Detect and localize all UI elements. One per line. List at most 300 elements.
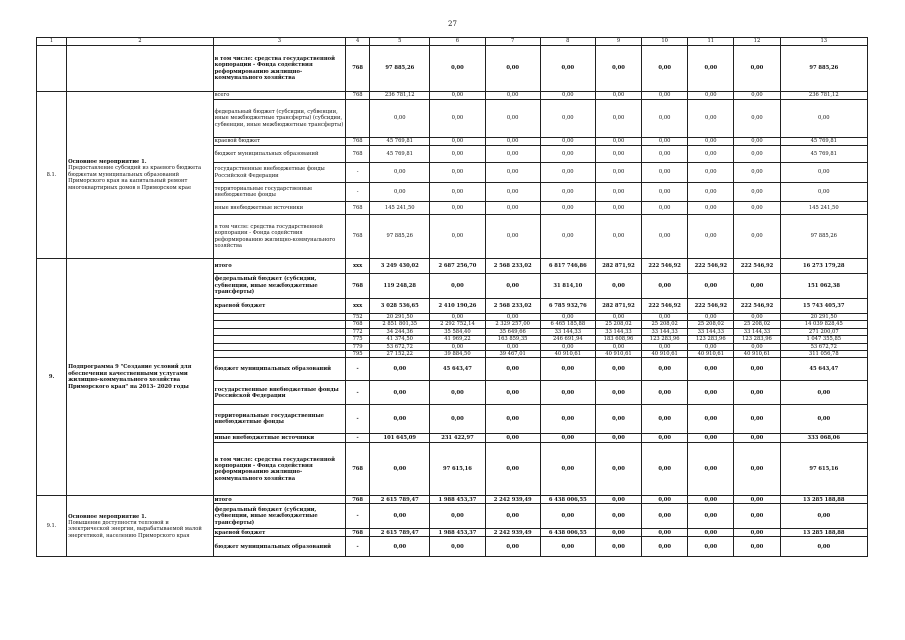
total-value: 0,00 <box>780 100 867 138</box>
year-value: 0,00 <box>642 202 688 215</box>
funding-source: государственные внебюджетные фонды Российской Федерации <box>213 163 345 183</box>
year-value: 33 144,33 <box>734 328 780 335</box>
year-value: 0,00 <box>370 381 430 405</box>
year-value: 0,00 <box>734 537 780 557</box>
year-value: 236 781,12 <box>370 92 430 100</box>
year-value: 0,00 <box>595 443 641 496</box>
budget-code: - <box>346 504 370 529</box>
year-value: 33 144,33 <box>595 328 641 335</box>
budget-code: 795 <box>346 351 370 358</box>
year-value: 39 884,50 <box>430 351 485 358</box>
year-value: 0,00 <box>688 215 734 259</box>
funding-source: федеральный бюджет (субсидии, субвенции, иные межбюджетные трансферты) <box>213 504 345 529</box>
year-value: 0,00 <box>540 537 595 557</box>
year-value: 0,00 <box>370 405 430 434</box>
column-number-13: 13 <box>780 38 867 46</box>
year-value: 2 687 256,70 <box>430 259 485 274</box>
year-value: 0,00 <box>485 443 540 496</box>
year-value: 231 422,97 <box>430 434 485 443</box>
funding-source: краевой бюджет <box>213 299 345 314</box>
year-value: 0,00 <box>642 138 688 146</box>
year-value: 222 546,92 <box>642 299 688 314</box>
column-number-5: 5 <box>370 38 430 46</box>
year-value: 25 208,02 <box>642 321 688 328</box>
year-value: 0,00 <box>540 46 595 92</box>
year-value: 0,00 <box>595 183 641 202</box>
year-value: 0,00 <box>485 358 540 381</box>
year-value: 0,00 <box>734 358 780 381</box>
year-value: 0,00 <box>430 163 485 183</box>
year-value: 0,00 <box>430 138 485 146</box>
year-value: 0,00 <box>595 529 641 537</box>
year-value: 0,00 <box>595 434 641 443</box>
year-value: 33 144,33 <box>688 328 734 335</box>
year-value: 0,00 <box>642 343 688 350</box>
table-row <box>37 46 868 92</box>
total-value: 97 615,16 <box>780 443 867 496</box>
program-name <box>67 496 214 557</box>
year-value: 0,00 <box>688 202 734 215</box>
year-value: 0,00 <box>540 343 595 350</box>
year-value: 0,00 <box>370 100 430 138</box>
year-value: 222 546,92 <box>688 259 734 274</box>
year-value: 0,00 <box>370 358 430 381</box>
year-value: 0,00 <box>430 100 485 138</box>
column-number-row <box>37 38 868 46</box>
total-value: 0,00 <box>780 381 867 405</box>
year-value: 0,00 <box>595 215 641 259</box>
budget-code <box>346 100 370 138</box>
year-value: 0,00 <box>688 92 734 100</box>
year-value: 0,00 <box>688 381 734 405</box>
year-value: 0,00 <box>430 314 485 321</box>
item-index: 9.1. <box>37 496 67 557</box>
year-value: 0,00 <box>430 215 485 259</box>
column-number-11: 11 <box>688 38 734 46</box>
budget-code: 768 <box>346 321 370 328</box>
year-value: 0,00 <box>688 46 734 92</box>
year-value: 6 785 932,76 <box>540 299 595 314</box>
year-value: 40 910,61 <box>642 351 688 358</box>
funding-source <box>213 343 345 350</box>
budget-code: - <box>346 381 370 405</box>
total-value: 333 068,06 <box>780 434 867 443</box>
year-value: 0,00 <box>595 163 641 183</box>
year-value: 0,00 <box>595 405 641 434</box>
funding-source: в том числе: средства государственной корпорации - Фонда содействия реформированию жилищно-коммунального хозяйства <box>213 46 345 92</box>
budget-table <box>36 37 868 557</box>
total-value: 97 885,26 <box>780 215 867 259</box>
year-value: 0,00 <box>595 537 641 557</box>
year-value: 0,00 <box>642 496 688 504</box>
year-value: 282 871,92 <box>595 259 641 274</box>
year-value: 0,00 <box>688 100 734 138</box>
year-value: 0,00 <box>595 100 641 138</box>
total-value: 20 291,50 <box>780 314 867 321</box>
year-value: 0,00 <box>540 146 595 163</box>
year-value: 0,00 <box>540 163 595 183</box>
year-value: 0,00 <box>734 100 780 138</box>
year-value: 123 283,96 <box>734 336 780 343</box>
funding-source: иные внебюджетные источники <box>213 202 345 215</box>
year-value: 40 910,61 <box>540 351 595 358</box>
table-row <box>37 259 868 274</box>
year-value: 0,00 <box>688 496 734 504</box>
year-value: 0,00 <box>430 343 485 350</box>
year-value: 222 546,92 <box>642 259 688 274</box>
year-value: 0,00 <box>370 183 430 202</box>
total-value: 0,00 <box>780 537 867 557</box>
year-value: 222 546,92 <box>734 259 780 274</box>
funding-source: итого <box>213 496 345 504</box>
year-value: 0,00 <box>642 215 688 259</box>
year-value: 101 645,09 <box>370 434 430 443</box>
year-value: 0,00 <box>540 358 595 381</box>
year-value: 35 584,40 <box>430 328 485 335</box>
funding-source <box>213 351 345 358</box>
column-number-10: 10 <box>642 38 688 46</box>
budget-code: 768 <box>346 46 370 92</box>
year-value: 2 242 939,49 <box>485 529 540 537</box>
year-value: 0,00 <box>595 274 641 299</box>
year-value: 6 465 185,88 <box>540 321 595 328</box>
total-value: 151 062,38 <box>780 274 867 299</box>
total-value: 311 056,78 <box>780 351 867 358</box>
item-index: 9. <box>37 259 67 496</box>
budget-code: ххх <box>346 299 370 314</box>
year-value: 0,00 <box>688 343 734 350</box>
year-value: 0,00 <box>485 274 540 299</box>
year-value: 0,00 <box>642 314 688 321</box>
year-value: 0,00 <box>595 381 641 405</box>
year-value: 0,00 <box>485 138 540 146</box>
year-value: 2 292 752,14 <box>430 321 485 328</box>
year-value: 0,00 <box>734 314 780 321</box>
total-value: 53 672,72 <box>780 343 867 350</box>
year-value: 2 242 939,49 <box>485 496 540 504</box>
year-value: 25 208,02 <box>595 321 641 328</box>
total-value: 13 285 188,88 <box>780 496 867 504</box>
total-value: 145 241,50 <box>780 202 867 215</box>
year-value: 40 910,61 <box>595 351 641 358</box>
year-value: 0,00 <box>430 92 485 100</box>
funding-source: бюджет муниципальных образований <box>213 358 345 381</box>
year-value: 0,00 <box>734 183 780 202</box>
year-value: 0,00 <box>485 92 540 100</box>
year-value: 0,00 <box>642 529 688 537</box>
budget-code: - <box>346 358 370 381</box>
item-index <box>37 46 67 92</box>
year-value: 0,00 <box>430 183 485 202</box>
year-value: 25 208,02 <box>688 321 734 328</box>
total-value: 45 643,47 <box>780 358 867 381</box>
program-name-text: Предоставление субсидий из краевого бюджета бюджетам муниципальных образований Приморского края на капитальный ремонт многоквартирных домов в Приморском крае <box>68 165 202 191</box>
year-value: 0,00 <box>734 381 780 405</box>
year-value: 0,00 <box>485 405 540 434</box>
column-number-1: 1 <box>37 38 67 46</box>
year-value: 0,00 <box>370 443 430 496</box>
year-value: 41 374,50 <box>370 336 430 343</box>
year-value: 0,00 <box>642 92 688 100</box>
year-value: 25 208,02 <box>734 321 780 328</box>
year-value: 20 291,50 <box>370 314 430 321</box>
year-value: 0,00 <box>430 537 485 557</box>
budget-code: 779 <box>346 343 370 350</box>
year-value: 0,00 <box>734 496 780 504</box>
total-value: 45 769,81 <box>780 146 867 163</box>
year-value: 0,00 <box>642 163 688 183</box>
year-value: 0,00 <box>540 92 595 100</box>
year-value: 0,00 <box>734 443 780 496</box>
year-value: 123 283,96 <box>688 336 734 343</box>
budget-code: 775 <box>346 336 370 343</box>
year-value: 0,00 <box>430 202 485 215</box>
year-value: 0,00 <box>485 100 540 138</box>
year-value: 183 608,96 <box>595 336 641 343</box>
year-value: 0,00 <box>540 138 595 146</box>
year-value: 0,00 <box>642 381 688 405</box>
column-number-8: 8 <box>540 38 595 46</box>
year-value: 0,00 <box>540 202 595 215</box>
year-value: 53 672,72 <box>370 343 430 350</box>
year-value: 0,00 <box>540 183 595 202</box>
budget-code: - <box>346 537 370 557</box>
year-value: 0,00 <box>485 537 540 557</box>
year-value: 0,00 <box>430 274 485 299</box>
year-value: 119 248,28 <box>370 274 430 299</box>
funding-source: краевой бюджет <box>213 138 345 146</box>
year-value: 0,00 <box>734 434 780 443</box>
year-value: 0,00 <box>485 314 540 321</box>
total-value: 271 200,07 <box>780 328 867 335</box>
funding-source: бюджет муниципальных образований <box>213 537 345 557</box>
funding-source: государственные внебюджетные фонды Российской Федерации <box>213 381 345 405</box>
total-value: 15 743 405,37 <box>780 299 867 314</box>
total-value: 0,00 <box>780 405 867 434</box>
year-value: 45 643,47 <box>430 358 485 381</box>
funding-source: иные внебюджетные источники <box>213 434 345 443</box>
year-value: 0,00 <box>688 274 734 299</box>
year-value: 0,00 <box>688 163 734 183</box>
year-value: 0,00 <box>540 381 595 405</box>
year-value: 0,00 <box>642 443 688 496</box>
year-value: 40 910,61 <box>734 351 780 358</box>
budget-code: 768 <box>346 443 370 496</box>
year-value: 0,00 <box>688 138 734 146</box>
year-value: 40 910,61 <box>688 351 734 358</box>
year-value: 0,00 <box>540 405 595 434</box>
budget-code: - <box>346 183 370 202</box>
item-index: 8.1. <box>37 92 67 259</box>
year-value: 0,00 <box>540 215 595 259</box>
total-value: 0,00 <box>780 183 867 202</box>
year-value: 3 028 536,65 <box>370 299 430 314</box>
year-value: 0,00 <box>430 405 485 434</box>
budget-code: 768 <box>346 146 370 163</box>
year-value: 0,00 <box>540 434 595 443</box>
funding-source: в том числе: средства государственной корпорации - Фонда содействия реформированию жилищно-коммунального хозяйства <box>213 215 345 259</box>
year-value: 0,00 <box>370 537 430 557</box>
year-value: 2 615 789,47 <box>370 529 430 537</box>
funding-source: всего <box>213 92 345 100</box>
program-name: Подпрограмма 9 "Создание условий для обеспечения качественными услугами жилищно-коммунального хозяйства Приморского края" на 2013- 2020 годы <box>67 259 214 496</box>
year-value: 222 546,92 <box>734 299 780 314</box>
table-row <box>37 496 868 504</box>
year-value: 0,00 <box>642 100 688 138</box>
year-value: 0,00 <box>642 434 688 443</box>
year-value: 0,00 <box>595 358 641 381</box>
year-value: 0,00 <box>485 434 540 443</box>
year-value: 0,00 <box>370 163 430 183</box>
year-value: 0,00 <box>540 504 595 529</box>
total-value: 97 885,26 <box>780 46 867 92</box>
column-number-6: 6 <box>430 38 485 46</box>
budget-code: 768 <box>346 202 370 215</box>
year-value: 0,00 <box>595 496 641 504</box>
funding-source: федеральный бюджет (субсидии, субвенции, иные межбюджетные трансферты) (субсидии, субвенции, иные межбюджетные трансферты) <box>213 100 345 138</box>
program-name <box>67 92 214 259</box>
year-value: 0,00 <box>642 46 688 92</box>
year-value: 0,00 <box>688 146 734 163</box>
year-value: 0,00 <box>540 314 595 321</box>
budget-code: - <box>346 163 370 183</box>
year-value: 0,00 <box>734 138 780 146</box>
year-value: 0,00 <box>595 146 641 163</box>
budget-code: 768 <box>346 274 370 299</box>
funding-source <box>213 321 345 328</box>
budget-code: - <box>346 405 370 434</box>
year-value: 0,00 <box>595 202 641 215</box>
year-value: 33 144,33 <box>540 328 595 335</box>
year-value: 0,00 <box>734 146 780 163</box>
year-value: 0,00 <box>485 146 540 163</box>
year-value: 2 851 801,35 <box>370 321 430 328</box>
total-value: 14 039 828,45 <box>780 321 867 328</box>
year-value: 2 410 190,26 <box>430 299 485 314</box>
year-value: 0,00 <box>430 146 485 163</box>
year-value: 0,00 <box>734 343 780 350</box>
total-value: 13 285 188,88 <box>780 529 867 537</box>
year-value: 2 568 233,02 <box>485 259 540 274</box>
year-value: 45 769,81 <box>370 146 430 163</box>
budget-code: ххх <box>346 259 370 274</box>
budget-code: 772 <box>346 328 370 335</box>
total-value: 0,00 <box>780 163 867 183</box>
year-value: 0,00 <box>688 314 734 321</box>
year-value: 97 885,26 <box>370 46 430 92</box>
funding-source: в том числе: средства государственной корпорации - Фонда содействия реформированию жилищно-коммунального хозяйства <box>213 443 345 496</box>
column-number-4: 4 <box>346 38 370 46</box>
year-value: 145 241,50 <box>370 202 430 215</box>
funding-source <box>213 314 345 321</box>
program-name-heading: Основное мероприятие 1. <box>68 158 147 165</box>
year-value: 1 988 453,37 <box>430 496 485 504</box>
year-value: 0,00 <box>734 163 780 183</box>
year-value: 2 568 233,02 <box>485 299 540 314</box>
year-value: 0,00 <box>734 529 780 537</box>
year-value: 222 546,92 <box>688 299 734 314</box>
year-value: 0,00 <box>595 138 641 146</box>
year-value: 3 249 430,02 <box>370 259 430 274</box>
budget-code: - <box>346 434 370 443</box>
budget-code: 768 <box>346 529 370 537</box>
year-value: 2 615 789,47 <box>370 496 430 504</box>
year-value: 123 283,96 <box>642 336 688 343</box>
year-value: 0,00 <box>595 504 641 529</box>
year-value: 45 769,81 <box>370 138 430 146</box>
total-value: 236 781,12 <box>780 92 867 100</box>
budget-code: 768 <box>346 138 370 146</box>
budget-code: 768 <box>346 215 370 259</box>
year-value: 0,00 <box>485 46 540 92</box>
year-value: 34 244,36 <box>370 328 430 335</box>
year-value: 0,00 <box>688 504 734 529</box>
year-value: 0,00 <box>642 504 688 529</box>
year-value: 35 649,66 <box>485 328 540 335</box>
year-value: 39 467,01 <box>485 351 540 358</box>
year-value: 0,00 <box>485 343 540 350</box>
year-value: 0,00 <box>688 358 734 381</box>
year-value: 6 438 006,55 <box>540 496 595 504</box>
year-value: 0,00 <box>540 443 595 496</box>
year-value: 0,00 <box>734 274 780 299</box>
funding-source: бюджет муниципальных образований <box>213 146 345 163</box>
year-value: 0,00 <box>688 183 734 202</box>
year-value: 0,00 <box>642 405 688 434</box>
year-value: 163 859,35 <box>485 336 540 343</box>
year-value: 0,00 <box>370 504 430 529</box>
funding-source: территориальные государственные внебюджетные фонды <box>213 183 345 202</box>
year-value: 246 691,94 <box>540 336 595 343</box>
year-value: 41 969,22 <box>430 336 485 343</box>
year-value: 0,00 <box>688 529 734 537</box>
column-number-2: 2 <box>67 38 214 46</box>
funding-source: федеральный бюджет (субсидии, субвенции, иные межбюджетные трансферты) <box>213 274 345 299</box>
year-value: 0,00 <box>642 146 688 163</box>
year-value: 0,00 <box>430 381 485 405</box>
column-number-7: 7 <box>485 38 540 46</box>
year-value: 6 817 746,86 <box>540 259 595 274</box>
budget-code: 768 <box>346 496 370 504</box>
funding-source <box>213 328 345 335</box>
year-value: 0,00 <box>642 183 688 202</box>
year-value: 27 152,22 <box>370 351 430 358</box>
program-name-heading: Основное мероприятие 1. <box>68 513 147 520</box>
funding-source: итого <box>213 259 345 274</box>
year-value: 0,00 <box>734 46 780 92</box>
year-value: 0,00 <box>642 537 688 557</box>
year-value: 0,00 <box>430 46 485 92</box>
budget-code: 752 <box>346 314 370 321</box>
year-value: 0,00 <box>595 343 641 350</box>
year-value: 31 814,10 <box>540 274 595 299</box>
year-value: 0,00 <box>485 202 540 215</box>
year-value: 0,00 <box>688 405 734 434</box>
table-row <box>37 92 868 100</box>
year-value: 0,00 <box>642 358 688 381</box>
year-value: 0,00 <box>688 434 734 443</box>
year-value: 0,00 <box>540 100 595 138</box>
year-value: 2 329 257,00 <box>485 321 540 328</box>
column-number-3: 3 <box>213 38 345 46</box>
year-value: 0,00 <box>688 443 734 496</box>
year-value: 0,00 <box>734 504 780 529</box>
year-value: 0,00 <box>485 504 540 529</box>
column-number-12: 12 <box>734 38 780 46</box>
year-value: 0,00 <box>485 381 540 405</box>
year-value: 1 988 453,37 <box>430 529 485 537</box>
year-value: 0,00 <box>485 183 540 202</box>
